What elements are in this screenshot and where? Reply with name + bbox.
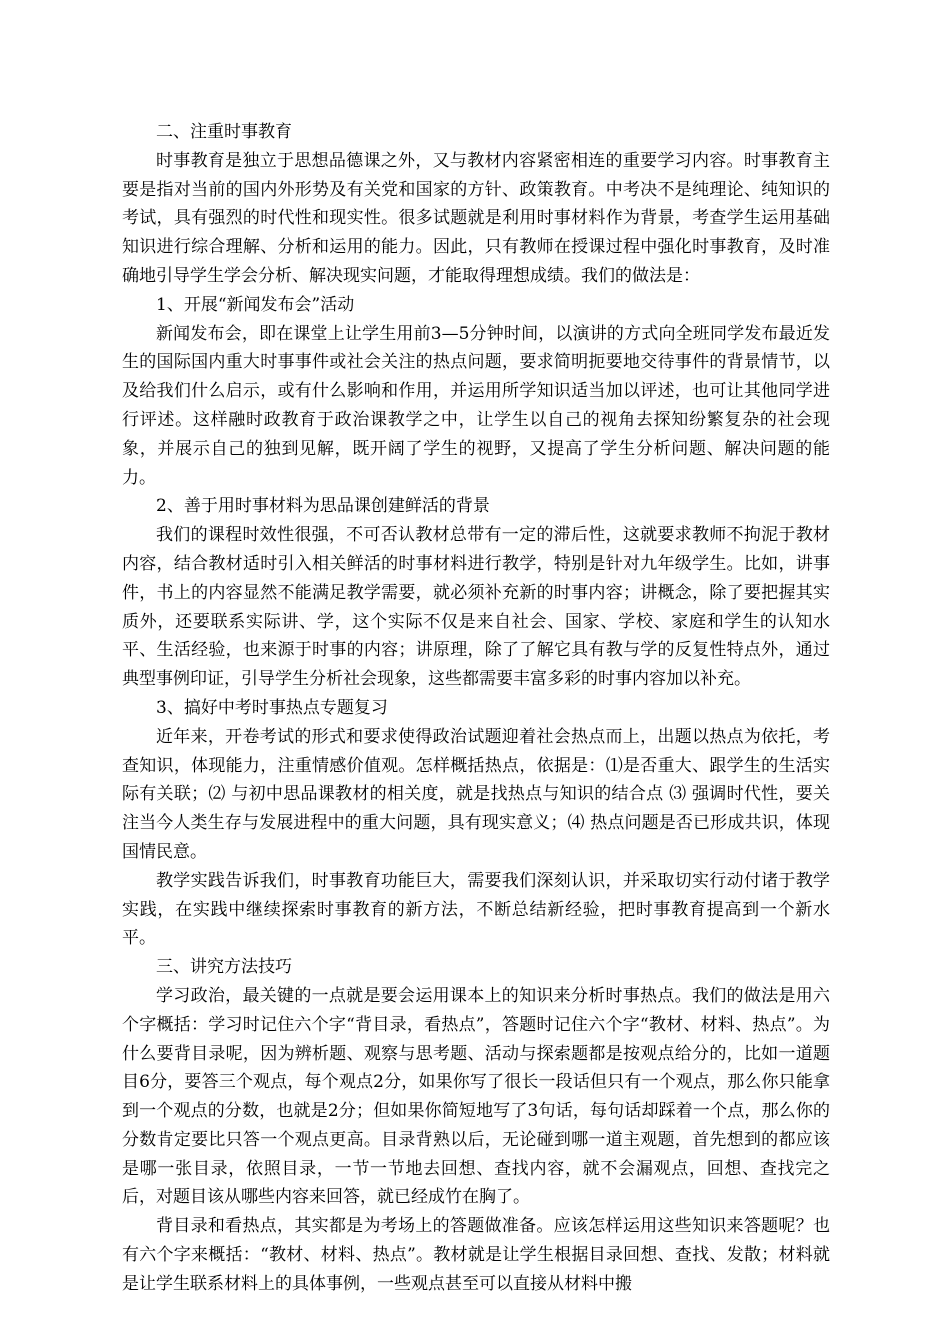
- paragraph-press-conference: 新闻发布会，即在课堂上让学生用前3—5分钟时间，以演讲的方式向全班同学发布最近发生的国际国内重大时事事件或社会关注的热点问题，要求简明扼要地交待事件的背景情节，以及给我们什么启示，或有什么影响和作用，并运用所学知识适当加以评述，也可让其他同学进行评述。这样融时政教育于政治课教学之中，让学生以自己的视角去探知纷繁复杂的社会现象，并展示自己的独到见解，既开阔了学生的视野，又提高了学生分析问题、解决问题的能力。: [122, 323, 830, 488]
- section-heading-current-affairs: 二、注重时事教育: [156, 122, 292, 142]
- paragraph-methods: 学习政治，最关键的一点就是要会运用课本上的知识来分析时事热点。我们的做法是用六个字概括：学习时记住六个字“背目录，看热点”，答题时记住六个字“教材、材料、热点”。为什么要背目录呢，因为辨析题、观察与思考题、活动与探索题都是按观点给分的，比如一道题目6分，要答三个观点，每个观点2分，如果你写了很长一段话但只有一个观点，那么你只能拿到一个观点的分数，也就是2分；但如果你简短地写了3句话，每句话却踩着一个点，那么你的分数肯定要比只答一个观点更高。目录背熟以后，无论碰到哪一道主观题，首先想到的都应该是哪一张目录，依照目录，一节一节地去回想、查找内容，就不会漏观点，回想、查找完之后，对题目该从哪些内容来回答，就已经成竹在胸了。: [122, 985, 830, 1208]
- paragraph-teaching-practice: 教学实践告诉我们，时事教育功能巨大，需要我们深刻认识，并采取切实行动付诸于教学实践，在实践中继续探索时事教育的新方法，不断总结新经验，把时事教育提高到一个新水平。: [122, 870, 830, 949]
- paragraph-answering: 背目录和看热点，其实都是为考场上的答题做准备。应该怎样运用这些知识来答题呢？也有六个字来概括：“教材、材料、热点”。教材就是让学生根据目录回想、查找、发散；材料就是让学生联系材料上的具体事例，一些观点甚至可以直接从材料中搬: [122, 1216, 830, 1294]
- paragraph-hotspot-review: 近年来，开卷考试的形式和要求使得政治试题迎着社会热点而上，出题以热点为依托，考查知识，体现能力，注重情感价值观。怎样概括热点，依据是：⑴是否重大、跟学生的生活实际有关联；⑵ 与初中思品课教材的相关度，就是找热点与知识的结合点 ⑶ 强调时代性，要关注当今人类生存与发展进程中的重大问题，具有现实意义；⑷ 热点问题是否已形成共识，体现国情民意。: [122, 726, 830, 862]
- paragraph-current-materials: 我们的课程时效性很强，不可否认教材总带有一定的滞后性，这就要求教师不拘泥于教材内容，结合教材适时引入相关鲜活的时事材料进行教学，特别是针对九年级学生。比如，讲事件，书上的内容显然不能满足教学需要，就必须补充新的时事内容；讲概念，除了要把握其实质外，还要联系实际讲、学，这个实际不仅是来自社会、国家、学校、家庭和学生的认知水平、生活经验，也来源于时事的内容；讲原理，除了了解它具有教与学的反复性特点外，通过典型事例印证，引导学生分析社会现象，这些都需要丰富多彩的时事内容加以补充。: [122, 525, 830, 690]
- subheading-current-materials: 2、善于用时事材料为思品课创建鲜活的背景: [156, 496, 490, 517]
- section-heading-methods: 三、讲究方法技巧: [156, 957, 292, 978]
- subheading-hotspot-review: 3、搞好中考时事热点专题复习: [156, 697, 388, 718]
- paragraph-current-affairs-intro: 时事教育是独立于思想品德课之外，又与教材内容紧密相连的重要学习内容。时事教育主要是指对当前的国内外形势及有关党和国家的方针、政策教育。中考决不是纯理论、纯知识的考试，具有强烈的时代性和现实性。很多试题就是利用时事材料作为背景，考查学生运用基础知识进行综合理解、分析和运用的能力。因此，只有教师在授课过程中强化时事教育，及时准确地引导学生学会分析、解决现实问题，才能取得理想成绩。我们的做法是：: [122, 150, 830, 286]
- document-page: [122, 118, 830, 1299]
- subheading-press-conference: 1、开展“新闻发布会”活动: [156, 294, 355, 315]
